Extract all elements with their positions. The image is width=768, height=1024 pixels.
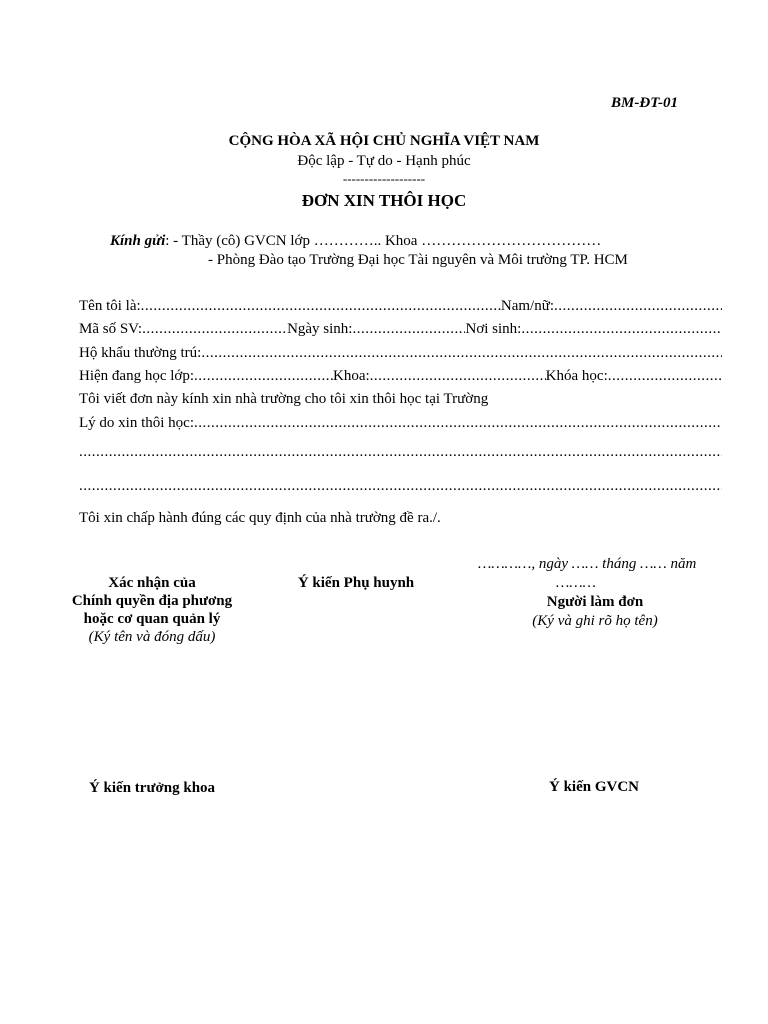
- parent-opinion: Ý kiến Phụ huynh: [297, 575, 415, 591]
- reason-row: [79, 415, 722, 432]
- addressee-line-1: [110, 233, 601, 250]
- reason-blank[interactable]: [194, 415, 722, 432]
- authority-title-2: Chính quyền địa phương: [71, 593, 233, 609]
- student-info-row: [79, 321, 722, 338]
- document-title: ĐƠN XIN THÔI HỌC: [301, 191, 467, 210]
- applicant-block: [480, 594, 710, 630]
- gender-label: Nam/nữ:: [500, 298, 554, 314]
- name-row: [79, 298, 722, 315]
- addressee-line-2: - Phòng Đào tạo Trường Đại học Tài nguyên và Môi trường TP. HCM: [208, 252, 628, 268]
- motto: Độc lập - Tự do - Hạnh phúc: [297, 153, 471, 169]
- birthplace-label: Nơi sinh:: [465, 321, 522, 337]
- faculty-blank[interactable]: [370, 368, 546, 385]
- nation-header: CỘNG HÒA XÃ HỘI CHỦ NGHĨA VIỆT NAM: [228, 133, 540, 149]
- header-divider: -------------------: [342, 171, 426, 186]
- authority-note: (Ký tên và đóng dấu): [88, 629, 216, 645]
- applicant-note: (Ký và ghi rõ họ tên): [532, 613, 658, 629]
- reason-blank-3[interactable]: [79, 478, 722, 495]
- course-blank[interactable]: [608, 368, 722, 385]
- student-id-blank[interactable]: [142, 321, 287, 338]
- authority-block: [52, 575, 252, 646]
- name-label: Tên tôi là:: [79, 298, 141, 314]
- residence-row: [79, 345, 722, 362]
- reason-extra-line-2: [79, 478, 722, 495]
- authority-title-1: Xác nhận của: [108, 575, 196, 591]
- birthplace-blank[interactable]: [521, 321, 722, 338]
- dob-blank[interactable]: [352, 321, 465, 338]
- class-blank[interactable]: [194, 368, 333, 385]
- dean-opinion: Ý kiến trưởng khoa: [88, 780, 216, 796]
- authority-title-3: hoặc cơ quan quản lý: [83, 611, 221, 627]
- residence-label: Hộ khẩu thường trú:: [79, 345, 202, 361]
- name-blank[interactable]: [141, 298, 501, 315]
- date-line: …………, ngày …… tháng …… năm: [478, 556, 697, 572]
- residence-blank[interactable]: [201, 345, 722, 362]
- dob-label: Ngày sinh:: [287, 321, 353, 337]
- request-text: Tôi viết đơn này kính xin nhà trường cho tôi xin thôi học tại Trường: [79, 391, 489, 407]
- course-label: Khóa học:: [545, 368, 608, 384]
- faculty-label: Khoa:: [333, 368, 370, 384]
- reason-label: Lý do xin thôi học:: [79, 415, 194, 431]
- applicant-title: Người làm đơn: [546, 594, 644, 610]
- addressee-advisor: : - Thầy (cô) GVCN lớp ………….. Khoa ………………………………: [165, 233, 602, 249]
- class-row: [79, 368, 722, 385]
- commitment-text: Tôi xin chấp hành đúng các quy định của nhà trường đề ra./.: [79, 510, 441, 526]
- student-id-label: Mã số SV:: [79, 321, 143, 337]
- reason-extra-line-1: [79, 444, 722, 461]
- date-line-year: ………: [556, 575, 597, 591]
- class-label: Hiện đang học lớp:: [79, 368, 194, 384]
- advisor-opinion: Ý kiến GVCN: [548, 779, 639, 795]
- form-code: BM-ĐT-01: [611, 95, 678, 111]
- reason-blank-2[interactable]: [79, 444, 722, 461]
- addressee-label: Kính gửi: [110, 233, 166, 249]
- gender-blank[interactable]: [554, 298, 722, 315]
